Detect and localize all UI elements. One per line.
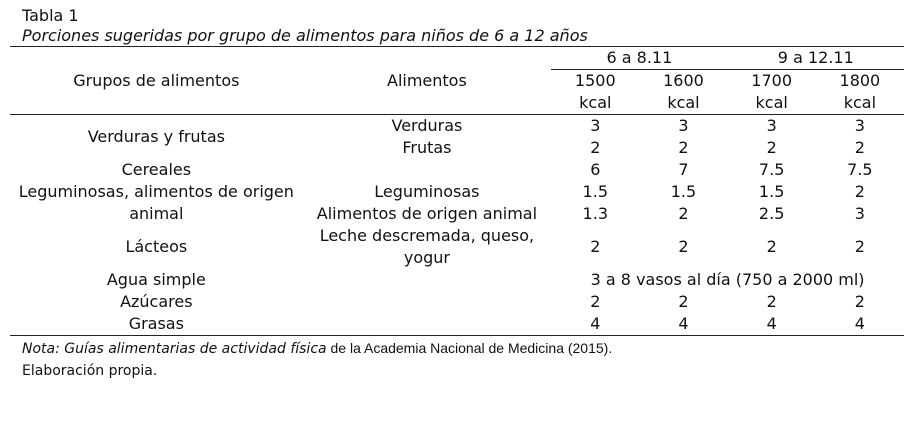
food-cell xyxy=(303,313,552,336)
group-column-header: Grupos de alimentos xyxy=(10,47,303,115)
age-range-header-1: 6 a 8.11 xyxy=(551,47,727,70)
value-cell: 3 xyxy=(551,115,639,138)
value-cell: 3 xyxy=(854,204,865,223)
water-span-cell: 3 a 8 vasos al día (750 a 2000 ml) xyxy=(590,270,865,289)
value-cell: 1.5 xyxy=(758,182,785,201)
value-cell: 6 xyxy=(590,160,601,179)
value-cell: 2 xyxy=(854,182,865,201)
table-row xyxy=(10,159,904,181)
food-column-header: Alimentos xyxy=(303,47,552,115)
value-cell: 2 xyxy=(678,237,689,256)
table-label: Tabla 1 xyxy=(22,6,79,25)
value-cell: 7 xyxy=(678,160,689,179)
food-cell xyxy=(303,291,552,313)
kcal-header-value: 1500 xyxy=(574,71,616,90)
food-cell xyxy=(303,159,552,181)
group-cell: Agua simple xyxy=(106,270,206,289)
value-cell: 1.3 xyxy=(582,204,608,223)
table-row xyxy=(10,291,904,313)
value-cell: 2 xyxy=(678,292,689,311)
group-cell: Verduras y frutas xyxy=(10,115,303,160)
value-cell: 2 xyxy=(766,138,777,157)
kcal-header-value: 1800 xyxy=(839,71,881,90)
value-cell: 2 xyxy=(590,138,601,157)
value-cell: 4 xyxy=(728,313,816,336)
value-cell: 2 xyxy=(678,204,689,223)
header-row-age xyxy=(10,47,904,70)
kcal-header-unit: kcal xyxy=(667,93,700,112)
kcal-header-unit: kcal xyxy=(843,93,877,112)
value-cell: 2 xyxy=(766,292,777,311)
group-cell: Lácteos xyxy=(125,237,188,256)
age-range-header-2: 9 a 12.11 xyxy=(728,47,904,70)
value-cell: 4 xyxy=(639,313,727,336)
value-cell: 3 xyxy=(728,115,816,138)
kcal-header-unit: kcal xyxy=(755,93,788,112)
table-row xyxy=(10,225,904,269)
value-cell: 2 xyxy=(854,237,865,256)
kcal-header-value: 1700 xyxy=(751,71,793,90)
food-cell: Frutas xyxy=(402,138,452,157)
table-note xyxy=(10,338,904,359)
table-row xyxy=(10,181,904,203)
table-title: Porciones sugeridas por grupo de alimentos para niños de 6 a 12 años xyxy=(22,26,588,45)
value-cell: 1.5 xyxy=(582,182,608,201)
note-source-rest: de la Academia Nacional de Medicina (2015). xyxy=(326,340,613,356)
group-cell: Grasas xyxy=(10,313,303,336)
group-cell: Cereales xyxy=(121,160,192,179)
value-cell: 7.5 xyxy=(758,160,785,179)
elaboration-note: Elaboración propia. xyxy=(22,363,158,379)
value-cell: 2 xyxy=(678,138,689,157)
value-cell: 2.5 xyxy=(758,204,785,223)
food-cell: Leguminosas xyxy=(374,182,480,201)
group-cell: Leguminosas, alimentos de origen animal xyxy=(18,182,294,223)
food-cell: Verduras xyxy=(303,115,552,138)
table-row xyxy=(10,115,904,138)
table-document xyxy=(10,6,904,381)
value-cell: 2 xyxy=(854,138,865,157)
food-cell: Alimentos de origen animal xyxy=(316,204,538,223)
value-cell: 4 xyxy=(816,313,904,336)
food-cell: Leche descremada, queso, yogur xyxy=(319,226,535,267)
value-cell: 3 xyxy=(816,115,904,138)
value-cell: 3 xyxy=(639,115,727,138)
kcal-header-unit: kcal xyxy=(579,93,612,112)
value-cell: 2 xyxy=(590,237,601,256)
data-table xyxy=(10,46,904,336)
note-source-title: Guías alimentarias de actividad física xyxy=(64,341,327,357)
food-cell xyxy=(303,269,552,291)
value-cell: 2 xyxy=(854,292,865,311)
table-row xyxy=(10,313,904,336)
value-cell: 2 xyxy=(590,292,601,311)
value-cell: 7.5 xyxy=(847,160,873,179)
group-cell: Azúcares xyxy=(120,292,193,311)
value-cell: 4 xyxy=(551,313,639,336)
value-cell: 1.5 xyxy=(670,182,697,201)
kcal-header-value: 1600 xyxy=(663,71,704,90)
value-cell: 2 xyxy=(766,237,777,256)
table-row xyxy=(10,269,904,291)
note-label: Nota: xyxy=(22,341,60,357)
